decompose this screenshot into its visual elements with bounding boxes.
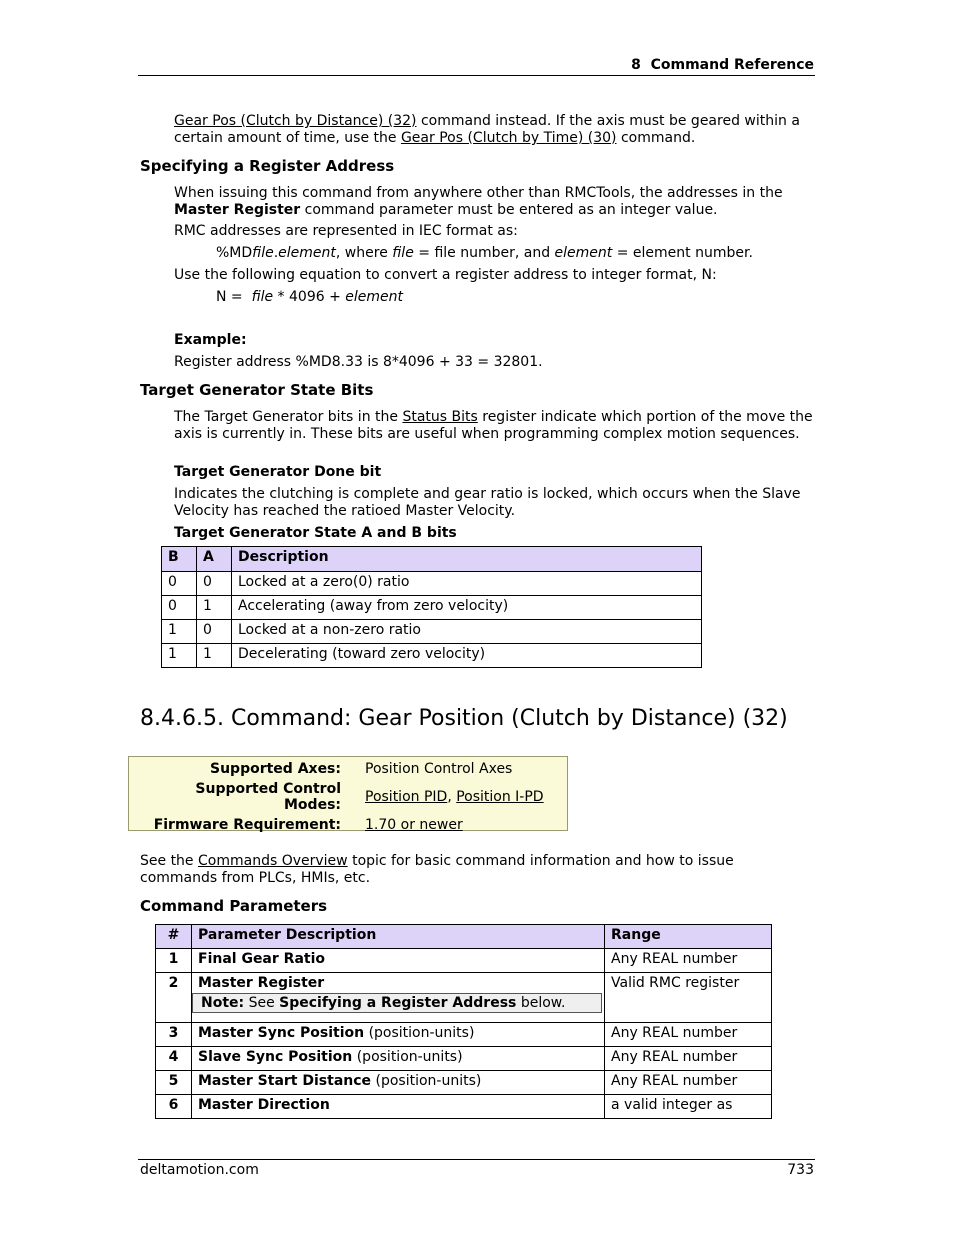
- header-cell: B: [162, 547, 197, 572]
- register-paragraph-3: Use the following equation to convert a register address to integer format, N:: [174, 267, 717, 283]
- state-bits-table: [161, 546, 702, 668]
- table-row: 6 Master Direction a valid integer as: [156, 1095, 772, 1119]
- link-status-bits[interactable]: Status Bits: [402, 409, 478, 425]
- table-row: 1 Final Gear Ratio Any REAL number: [156, 949, 772, 973]
- register-paragraph-1: When issuing this command from anywhere other than RMCTools, the addresses in the Master Register command parameter must be entered as an integer value.: [174, 185, 783, 218]
- table-row: 1 1 Decelerating (toward zero velocity): [162, 644, 702, 668]
- link-firmware[interactable]: 1.70 or newer: [365, 817, 463, 833]
- support-info-box: [128, 756, 568, 831]
- heading-register-address: Specifying a Register Address: [140, 157, 395, 175]
- supported-axes-value: Position Control Axes: [365, 761, 513, 777]
- link-gear-pos-clutch-time[interactable]: Gear Pos (Clutch by Time) (30): [400, 130, 617, 146]
- page-number: 733: [787, 1162, 814, 1178]
- intro-paragraph: Gear Pos (Clutch by Distance) (32) command instead. If the axis must be geared within a certain amount of time, use the Gear Pos (Clutch by Time) (30) command.: [174, 113, 800, 146]
- table-row: 0 0 Locked at a zero(0) ratio: [162, 572, 702, 596]
- footer-rule: [138, 1159, 815, 1160]
- supported-axes-row: [137, 757, 544, 781]
- supported-axes-label: Supported Axes:: [210, 761, 341, 777]
- header-cell: Description: [232, 547, 702, 572]
- state-bits-paragraph: The Target Generator bits in the Status Bits register indicate which portion of the move the axis is currently in. These bits are useful when programming complex motion sequences.: [174, 409, 813, 442]
- heading-command-parameters: Command Parameters: [140, 897, 328, 915]
- firmware-row: [137, 813, 544, 837]
- header-rule: [138, 75, 815, 76]
- control-modes-value: Position PID, Position I-PD: [365, 789, 544, 805]
- link-position-ipd[interactable]: Position I-PD: [456, 789, 544, 805]
- link-position-pid[interactable]: Position PID: [365, 789, 448, 805]
- firmware-label: Firmware Requirement:: [153, 817, 341, 833]
- control-modes-label: Supported Control Modes:: [195, 781, 341, 813]
- table-row: 4 Slave Sync Position (position-units) Any REAL number: [156, 1047, 772, 1071]
- header-cell: Parameter Description: [192, 925, 605, 949]
- table-row: 3 Master Sync Position (position-units) Any REAL number: [156, 1023, 772, 1047]
- example-text: Register address %MD8.33 is 8*4096 + 33 = 32801.: [174, 354, 543, 370]
- link-commands-overview[interactable]: Commands Overview: [198, 853, 348, 869]
- table-header-row: [162, 547, 702, 572]
- header-cell: #: [156, 925, 192, 949]
- firmware-value: [365, 813, 544, 837]
- table-row: 0 1 Accelerating (away from zero velocity): [162, 596, 702, 620]
- table-row: 1 0 Locked at a non-zero ratio: [162, 620, 702, 644]
- heading-ab-bits: Target Generator State A and B bits: [174, 525, 457, 541]
- heading-done-bit: Target Generator Done bit: [174, 464, 382, 480]
- table-row: 2 Master Register Note: See Specifying a Register Address below. Valid RMC register: [156, 973, 772, 1023]
- header-cell: Range: [605, 925, 772, 949]
- iec-format-line: %MDfile.element, where file = file number, and element = element number.: [216, 245, 753, 261]
- note-box: Note: See Specifying a Register Address below.: [192, 993, 602, 1013]
- example-label: Example:: [174, 332, 247, 348]
- footer-site: deltamotion.com: [140, 1162, 259, 1178]
- link-gear-pos-clutch-distance[interactable]: Gear Pos (Clutch by Distance) (32): [174, 113, 417, 129]
- table-row: 5 Master Start Distance (position-units) Any REAL number: [156, 1071, 772, 1095]
- control-modes-row: [137, 781, 544, 813]
- register-paragraph-2: RMC addresses are represented in IEC format as:: [174, 223, 518, 239]
- section-title: 8.4.6.5. Command: Gear Position (Clutch by Distance) (32): [140, 706, 788, 731]
- heading-state-bits: Target Generator State Bits: [140, 381, 374, 399]
- see-overview-paragraph: See the Commands Overview topic for basic command information and how to issue commands from PLCs, HMIs, etc.: [140, 853, 734, 886]
- table-header-row: [156, 925, 772, 949]
- equation-line: N = file * 4096 + element: [216, 289, 404, 305]
- command-parameters-table: [155, 924, 772, 1119]
- done-bit-text: Indicates the clutching is complete and gear ratio is locked, which occurs when the Slave Velocity has reached the ratioed Master Velocity.: [174, 486, 801, 519]
- running-header: 8 Command Reference: [631, 57, 814, 73]
- header-cell: A: [197, 547, 232, 572]
